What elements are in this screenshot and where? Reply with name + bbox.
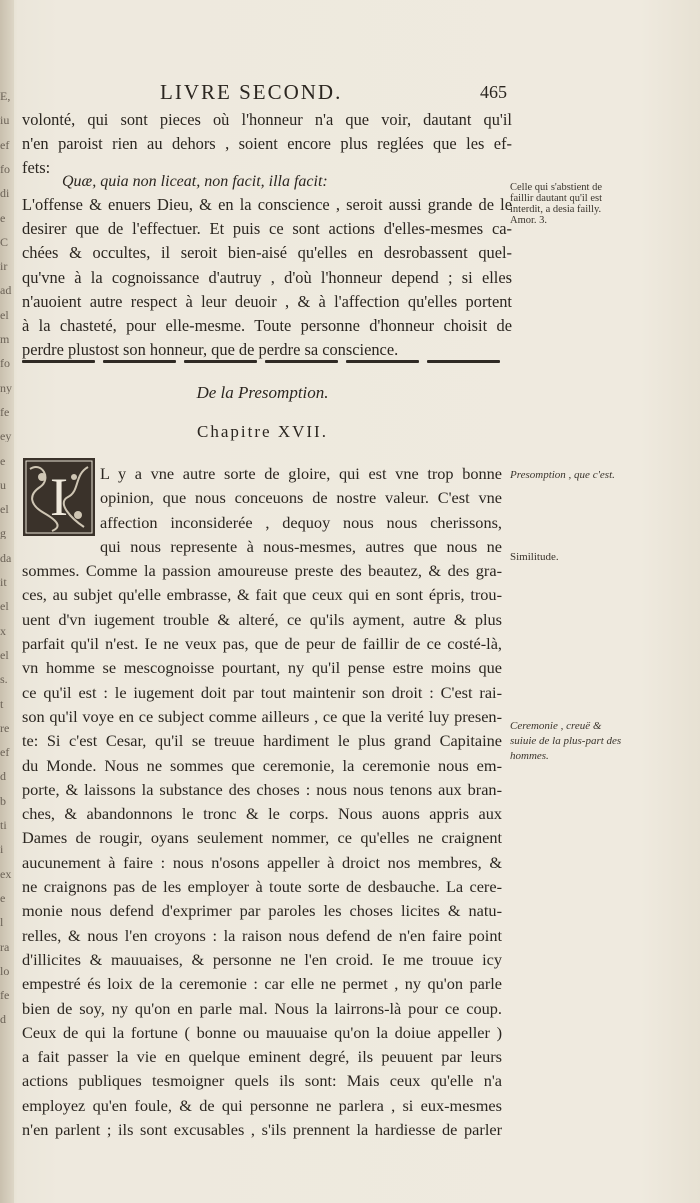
text-line: sommes. Comme la passion amoureuse preste des beautez, & des gra- [22,561,502,581]
page-number: 465 [480,82,507,102]
left-margin-fragment: ny [0,381,12,394]
text-line: parfait qu'il n'est. Ie ne veux pas, que de peur de faillir de ce costé-là, [22,634,502,654]
text-line: volonté, qui sont pieces où l'honneur n'a que voir, dautant qu'il [22,110,512,129]
text-line: qui nous represente à nous-mesmes, autres que nous ne [100,536,502,556]
text-line: n'en parlent ; ils sont excusables , s'ils prennent la hardiesse de parler [22,1120,502,1140]
left-margin-fragment: it [0,576,7,588]
left-margin-fragment: el [0,503,9,516]
left-margin-fragment: iu [0,114,10,127]
text-line: opinion, que nous conceuons de nostre valeur. C'est vne [100,488,502,508]
left-margin-fragment: ir [0,260,8,273]
text-line: à la chasteté, pour elle-mesme. Toute personne d'honneur choisit de [22,316,512,336]
text-line: ces, au subjet qu'elle embrasse, & fait que ceux qui en sont épris, trou- [22,585,502,605]
left-margin-fragment: e [0,454,6,467]
margin-note-abstention: Celle qui s'abstient de faillir dautant qu'il est interdit, a desia failly. Amor. 3. [510,182,602,226]
left-margin-fragment: el [0,648,9,661]
page-header [0,80,700,108]
left-margin-fragment: x [0,624,6,637]
left-margin-fragment: fo [0,162,10,175]
left-margin-fragment: ra [0,940,10,953]
text-line: uent d'vn iugement trouble & alteré, ce qu'ils ayment, autre & plus [22,609,502,629]
text-line: monie nous defend d'exprimer par paroles les choses licites & natu- [22,901,502,921]
left-margin-fragment: C [0,235,9,248]
left-margin-fragment: s. [0,673,8,686]
left-margin-fragment: g [0,527,6,540]
text-line: du Monde. Nous ne sommes que ceremonie, la ceremonie nous em- [22,755,502,775]
left-margin-fragment: fe [0,405,10,418]
left-margin-fragment: re [0,721,10,734]
text-line: chées & occultes, il seroit bien-aisé qu'elles en desrobassent quel- [22,243,512,263]
text-line: actions publiques tesmoigner quels ils sont: Mais ceux qu'elle n'a [22,1071,502,1091]
left-margin-fragment: ef [0,746,10,759]
text-line: ne craignons pas de les employer à toute sorte de desbauche. La cere- [22,877,502,897]
left-margin-fragment: ey [0,430,12,443]
left-margin-fragment: E, [0,90,11,102]
left-margin-fragment: da [0,551,12,564]
text-line: vn homme se mescognoisse pourtant, ny qu'il pense estre moins que [22,658,502,678]
left-margin-fragment: i [0,843,4,856]
text-line: perdre plustost son honneur, que de perdre sa conscience. [22,340,399,360]
left-margin-fragment: u [0,478,6,491]
chapter-title: Chapitre XVII. [197,422,328,441]
text-line: son qu'il voye en ce subject comme ailleurs , ce que la verité luy presen- [22,706,502,726]
text-line: ches, & abandonnons le tronc & le corps. Nous auons appris aux [22,804,502,824]
text-line: affection inconsiderée , dequoy nous nous cherissons, [100,512,502,532]
running-title: LIVRE SECOND. [160,80,343,104]
paragraph-offense [22,193,512,362]
text-line: aucunement à faire : nous n'osons appeller à droict nos membres, & [22,852,502,872]
text-line: L y a vne autre sorte de gloire, qui est vne trop bonne [100,464,502,483]
text-line: desirer que de l'effectuer. Et puis ce sont actions d'elles-mesmes ca- [22,219,512,239]
text-line: empestré és loix de la ceremonie : car elle ne permet , ny qu'on parle [22,974,502,994]
text-line: Ceux de qui la fortune ( bonne ou mauuaise qu'on la doiue appeller ) [22,1022,502,1042]
section-title: De la Presomption. [196,383,329,402]
text-line: employez qu'en foule, & de qui personne ne parlera , si eux-mesmes [22,1095,502,1115]
left-margin-fragment: ad [0,284,12,297]
text-line: ce qu'il est : le iugement doit par tout maintenir son droit : C'est rai- [22,682,502,702]
left-margin-fragment: fo [0,357,10,370]
left-margin-fragment: e [0,891,6,904]
text-line: d'illicites & mauuaises, & personne ne l'en croid. Ie me trouue icy [22,949,502,969]
left-margin-fragment: t [0,697,4,710]
left-margin-fragment: di [0,187,10,200]
text-line: relles, & nous l'en croyons : la raison nous defend de n'en faire point [22,925,502,945]
chapter-body [22,462,502,1142]
latin-quote: Quæ, quia non liceat, non facit, illa facit: [62,173,328,190]
text-line: L'offense & enuers Dieu, & en la conscience , seroit aussi grande de le [22,195,512,214]
left-margin-fragment: ef [0,138,10,151]
text-line: qu'vne à la cognoissance d'autruy , d'où l'honneur depend ; si elles [22,267,512,287]
dropcap-letter: I [50,467,68,527]
left-margin-fragment: m [0,333,10,345]
left-margin-fragment: lo [0,964,10,977]
left-margin-fragment: ex [0,867,12,880]
section-divider-rule [22,360,500,364]
margin-note-presomption: Presomption , que c'est. [510,469,615,481]
left-margin-fragment: fe [0,989,10,1002]
text-line: fets: [22,158,51,178]
left-margin-fragment: b [0,794,6,807]
text-line: a fait passer la vie en quelque eminent degré, ils peuuent par leurs [22,1047,502,1067]
left-margin-fragment: el [0,308,9,321]
left-margin-fragment: d [0,1013,6,1026]
left-margin-fragment: ti [0,819,7,831]
left-margin-fragment: l [0,916,4,929]
text-line: n'en paroist rien au dehors , soient encore plus reglées que les ef- [22,134,512,154]
left-margin-fragment: d [0,770,6,783]
text-line: Dames de rougir, oyans seulement nommer, ce qu'elles ne craignent [22,828,502,848]
margin-note-ceremonie: Ceremonie , creuë & suiuie de la plus-part des hommes. [510,720,622,762]
text-line: porte, & laissons la substance des choses : nous nous tenons aux bran- [22,779,502,799]
text-line: bien de soy, ny qu'on en parle mal. Nous la lairrons-là pour ce coup. [22,998,502,1018]
left-margin-fragment: el [0,600,9,613]
paragraph-continuation [22,108,512,181]
left-margin-fragment: e [0,211,6,224]
margin-note-similitude: Similitude. [510,551,559,563]
text-line: n'auoient autre respect à leur deuoir , & à l'affection qu'elles portent [22,291,512,311]
text-line: te: Si c'est Cesar, qu'il se treuue hardiment le plus grand Capitaine [22,731,502,751]
